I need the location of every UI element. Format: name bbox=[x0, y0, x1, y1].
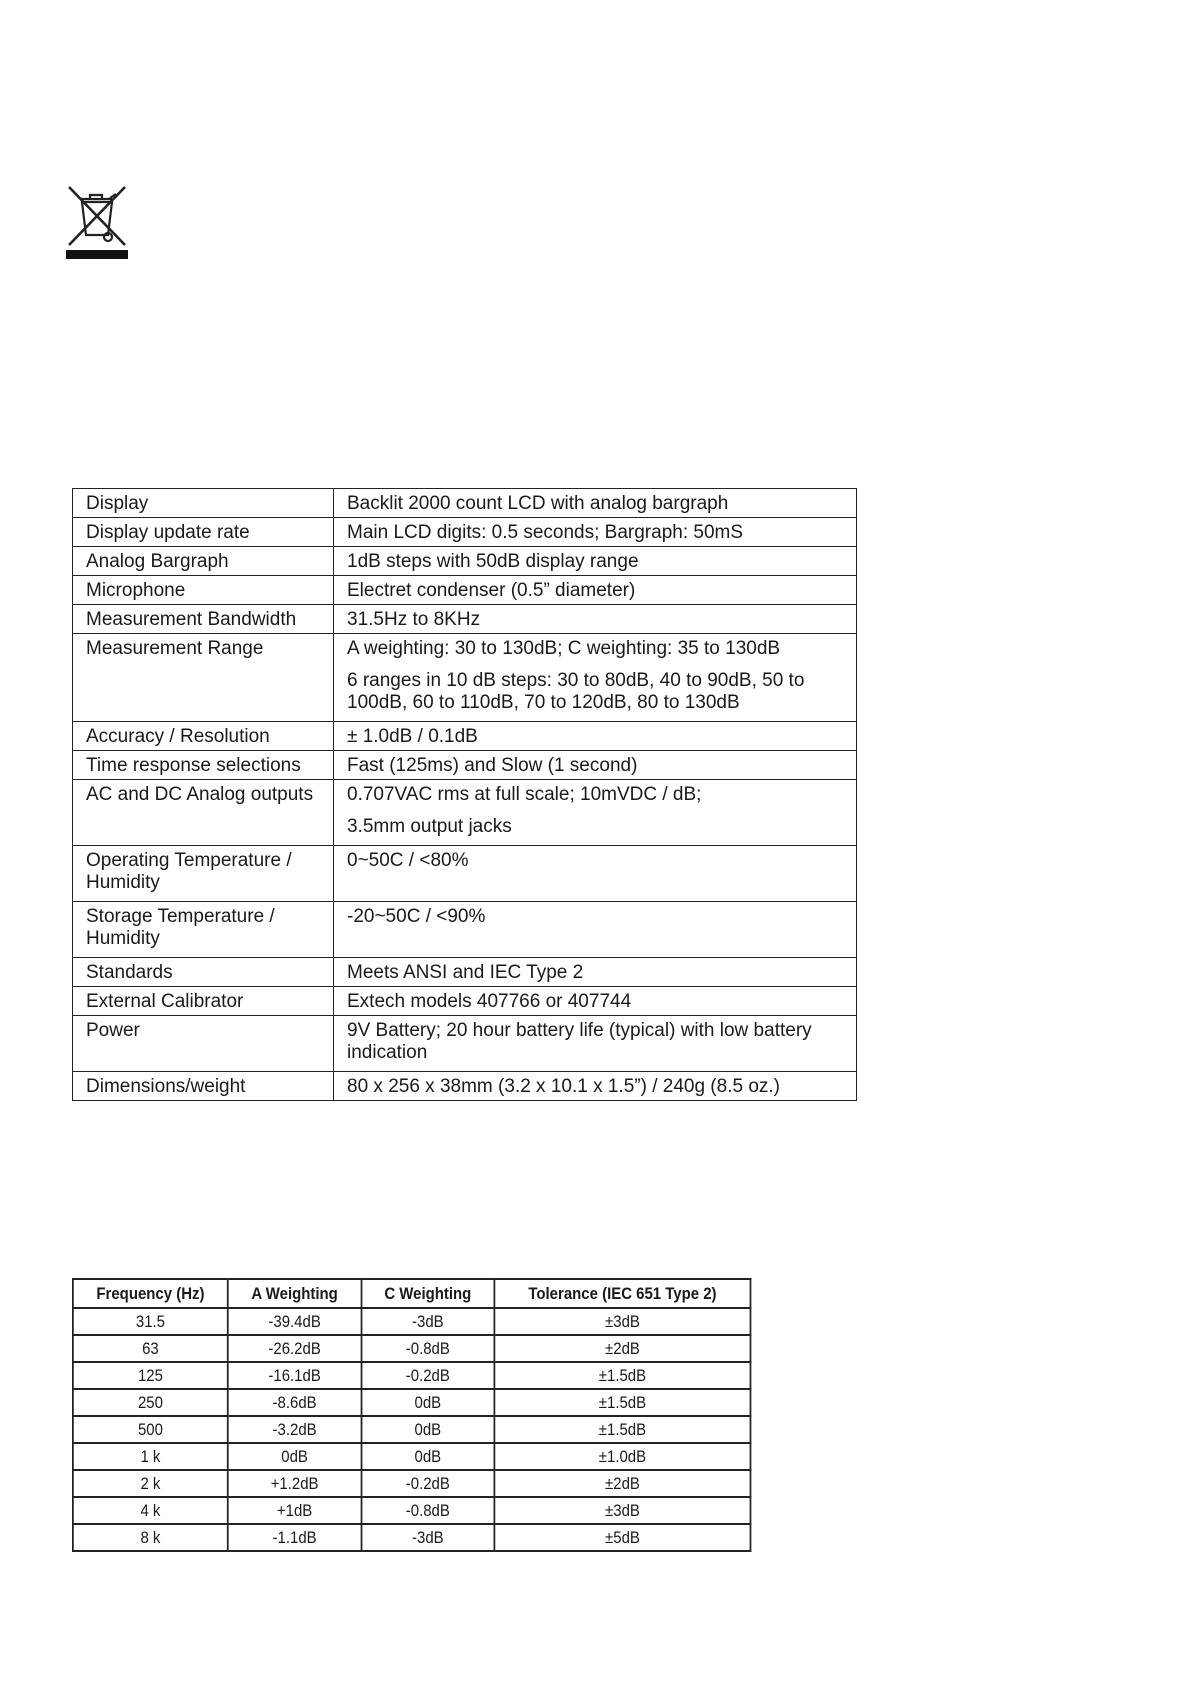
spec-label: External Calibrator bbox=[73, 987, 334, 1016]
tolerance-cell: ±3dB bbox=[494, 1497, 750, 1524]
table-row bbox=[73, 722, 857, 751]
table-row bbox=[73, 958, 857, 987]
spec-value bbox=[334, 751, 857, 780]
table-row bbox=[73, 1362, 751, 1389]
c-weighting-cell: -0.8dB bbox=[361, 1335, 494, 1362]
spec-label: Display update rate bbox=[73, 518, 334, 547]
spec-value bbox=[334, 722, 857, 751]
specifications-table-body bbox=[73, 489, 857, 1101]
frequency-cell: 250 bbox=[73, 1389, 228, 1416]
c-weighting-cell: -0.2dB bbox=[361, 1362, 494, 1389]
table-row bbox=[73, 1443, 751, 1470]
table-row bbox=[73, 489, 857, 518]
table-row bbox=[73, 1524, 751, 1551]
table-row bbox=[73, 518, 857, 547]
c-weighting-cell: -0.2dB bbox=[361, 1470, 494, 1497]
spec-value-text: -20~50C / <90% bbox=[347, 906, 486, 927]
spec-value-text: 0.707VAC rms at full scale; 10mVDC / dB; bbox=[347, 784, 702, 805]
spec-value bbox=[334, 987, 857, 1016]
spec-value-text: 3.5mm output jacks bbox=[347, 816, 512, 837]
a-weighting-cell: -3.2dB bbox=[228, 1416, 361, 1443]
tolerance-cell: ±1.5dB bbox=[494, 1389, 750, 1416]
spec-value-text: 6 ranges in 10 dB steps: 30 to 80dB, 40 to 90dB, 50 to 100dB, 60 to 110dB, 70 to 120dB, 80 to 130dB bbox=[347, 670, 805, 713]
spec-value bbox=[334, 958, 857, 987]
table-row bbox=[73, 576, 857, 605]
spec-value bbox=[334, 518, 857, 547]
a-weighting-cell: +1dB bbox=[228, 1497, 361, 1524]
c-weighting-cell: 0dB bbox=[361, 1389, 494, 1416]
table-row bbox=[73, 1389, 751, 1416]
spec-value bbox=[334, 846, 857, 902]
spec-value-text: A weighting: 30 to 130dB; C weighting: 35 to 130dB bbox=[347, 638, 781, 659]
tolerance-cell: ±2dB bbox=[494, 1335, 750, 1362]
spec-value-text: Main LCD digits: 0.5 seconds; Bargraph: 50mS bbox=[347, 522, 744, 543]
column-header-a-weighting: A Weighting bbox=[228, 1279, 361, 1308]
frequency-cell: 500 bbox=[73, 1416, 228, 1443]
frequency-weighting-table-body bbox=[73, 1308, 751, 1551]
frequency-cell: 125 bbox=[73, 1362, 228, 1389]
a-weighting-cell: +1.2dB bbox=[228, 1470, 361, 1497]
spec-label: Measurement Range bbox=[73, 634, 334, 722]
table-row bbox=[73, 605, 857, 634]
spec-value-text: 31.5Hz to 8KHz bbox=[347, 609, 481, 630]
table-row bbox=[73, 634, 857, 722]
c-weighting-cell: -0.8dB bbox=[361, 1497, 494, 1524]
table-row bbox=[73, 547, 857, 576]
table-row bbox=[73, 846, 857, 902]
spec-value bbox=[334, 576, 857, 605]
column-header-tolerance: Tolerance (IEC 651 Type 2) bbox=[494, 1279, 750, 1308]
spec-label: Measurement Bandwidth bbox=[73, 605, 334, 634]
table-row bbox=[73, 1072, 857, 1101]
crossed-out-wheelie-bin-icon bbox=[66, 185, 128, 259]
spec-label: Display bbox=[73, 489, 334, 518]
table-row bbox=[73, 780, 857, 846]
table-row bbox=[73, 1416, 751, 1443]
spec-label: Microphone bbox=[73, 576, 334, 605]
spec-label: Time response selections bbox=[73, 751, 334, 780]
spec-label: Operating Temperature / Humidity bbox=[73, 846, 334, 902]
c-weighting-cell: 0dB bbox=[361, 1416, 494, 1443]
c-weighting-cell: -3dB bbox=[361, 1524, 494, 1551]
a-weighting-cell: -16.1dB bbox=[228, 1362, 361, 1389]
frequency-cell: 8 k bbox=[73, 1524, 228, 1551]
tolerance-cell: ±1.0dB bbox=[494, 1443, 750, 1470]
spec-value-text: Backlit 2000 count LCD with analog bargraph bbox=[347, 493, 729, 514]
spec-value-text: Extech models 407766 or 407744 bbox=[347, 991, 632, 1012]
table-row bbox=[73, 1016, 857, 1072]
table-row bbox=[73, 1308, 751, 1335]
a-weighting-cell: -8.6dB bbox=[228, 1389, 361, 1416]
a-weighting-cell: -39.4dB bbox=[228, 1308, 361, 1335]
table-row bbox=[73, 1335, 751, 1362]
c-weighting-cell: -3dB bbox=[361, 1308, 494, 1335]
frequency-cell: 31.5 bbox=[73, 1308, 228, 1335]
table-row bbox=[73, 1470, 751, 1497]
spec-value bbox=[334, 1072, 857, 1101]
spec-value bbox=[334, 634, 857, 722]
spec-value bbox=[334, 780, 857, 846]
table-row bbox=[73, 1497, 751, 1524]
frequency-cell: 63 bbox=[73, 1335, 228, 1362]
spec-value bbox=[334, 605, 857, 634]
table-row bbox=[73, 902, 857, 958]
column-header-c-weighting: C Weighting bbox=[361, 1279, 494, 1308]
tolerance-cell: ±1.5dB bbox=[494, 1416, 750, 1443]
spec-value-text: 9V Battery; 20 hour battery life (typical) with low battery indication bbox=[347, 1020, 812, 1063]
frequency-weighting-table bbox=[72, 1278, 751, 1552]
spec-label: Accuracy / Resolution bbox=[73, 722, 334, 751]
spec-label: Power bbox=[73, 1016, 334, 1072]
c-weighting-cell: 0dB bbox=[361, 1443, 494, 1470]
spec-value bbox=[334, 902, 857, 958]
spec-label: Storage Temperature / Humidity bbox=[73, 902, 334, 958]
spec-value bbox=[334, 547, 857, 576]
tolerance-cell: ±5dB bbox=[494, 1524, 750, 1551]
frequency-cell: 2 k bbox=[73, 1470, 228, 1497]
spec-value-text: 1dB steps with 50dB display range bbox=[347, 551, 639, 572]
spec-label: Analog Bargraph bbox=[73, 547, 334, 576]
table-row bbox=[73, 987, 857, 1016]
spec-value-text: 0~50C / <80% bbox=[347, 850, 469, 871]
spec-label: Standards bbox=[73, 958, 334, 987]
tolerance-cell: ±3dB bbox=[494, 1308, 750, 1335]
a-weighting-cell: 0dB bbox=[228, 1443, 361, 1470]
spec-value-text: Meets ANSI and IEC Type 2 bbox=[347, 962, 584, 983]
spec-value-text: Fast (125ms) and Slow (1 second) bbox=[347, 755, 638, 776]
a-weighting-cell: -1.1dB bbox=[228, 1524, 361, 1551]
spec-label: Dimensions/weight bbox=[73, 1072, 334, 1101]
tolerance-cell: ±1.5dB bbox=[494, 1362, 750, 1389]
table-header-row bbox=[73, 1279, 751, 1308]
spec-value bbox=[334, 1016, 857, 1072]
specifications-table bbox=[72, 488, 857, 1101]
frequency-cell: 4 k bbox=[73, 1497, 228, 1524]
tolerance-cell: ±2dB bbox=[494, 1470, 750, 1497]
table-row bbox=[73, 751, 857, 780]
column-header-frequency: Frequency (Hz) bbox=[73, 1279, 228, 1308]
spec-value bbox=[334, 489, 857, 518]
spec-value-text: 80 x 256 x 38mm (3.2 x 10.1 x 1.5”) / 240g (8.5 oz.) bbox=[347, 1076, 780, 1097]
a-weighting-cell: -26.2dB bbox=[228, 1335, 361, 1362]
spec-label: AC and DC Analog outputs bbox=[73, 780, 334, 846]
spec-value-text: Electret condenser (0.5” diameter) bbox=[347, 580, 636, 601]
frequency-cell: 1 k bbox=[73, 1443, 228, 1470]
frequency-weighting-table-header bbox=[73, 1279, 751, 1308]
spec-value-text: ± 1.0dB / 0.1dB bbox=[347, 726, 478, 747]
